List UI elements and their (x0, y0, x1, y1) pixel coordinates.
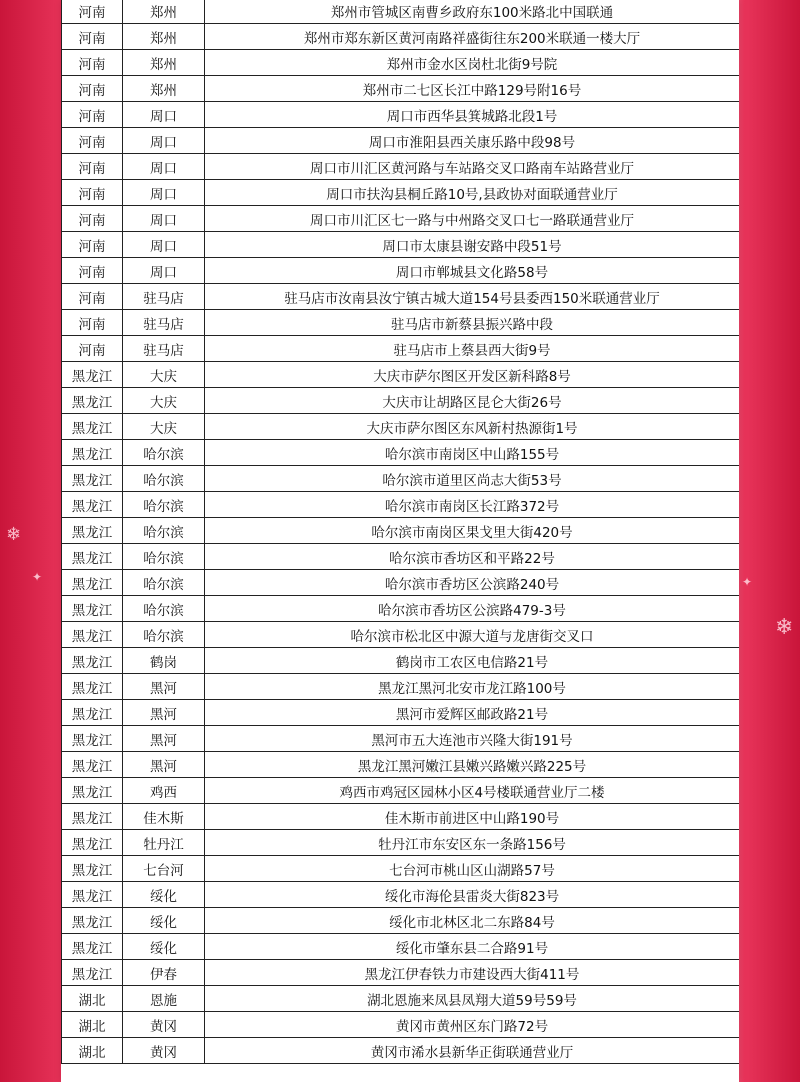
city-cell: 绥化 (123, 908, 205, 934)
city-cell: 黑河 (123, 674, 205, 700)
city-cell: 佳木斯 (123, 804, 205, 830)
table-row (62, 414, 740, 440)
address-cell: 牡丹江市东安区东一条路156号 (205, 830, 740, 856)
table-row (62, 310, 740, 336)
address-cell: 驻马店市上蔡县西大街9号 (205, 336, 740, 362)
city-cell: 伊春 (123, 960, 205, 986)
table-row (62, 648, 740, 674)
table-row (62, 596, 740, 622)
address-cell: 驻马店市汝南县汝宁镇古城大道154号县委西150米联通营业厅 (205, 284, 740, 310)
city-cell: 哈尔滨 (123, 622, 205, 648)
city-cell: 绥化 (123, 934, 205, 960)
province-cell: 河南 (62, 76, 123, 102)
address-cell: 大庆市萨尔图区东风新村热源街1号 (205, 414, 740, 440)
table-row (62, 24, 740, 50)
province-cell: 河南 (62, 284, 123, 310)
table-row (62, 50, 740, 76)
table-row (62, 830, 740, 856)
table-row (62, 128, 740, 154)
province-cell: 河南 (62, 180, 123, 206)
address-cell: 黑河市爱辉区邮政路21号 (205, 700, 740, 726)
table-row (62, 76, 740, 102)
city-cell: 大庆 (123, 414, 205, 440)
province-cell: 河南 (62, 24, 123, 50)
province-cell: 河南 (62, 154, 123, 180)
table-row (62, 622, 740, 648)
city-cell: 周口 (123, 102, 205, 128)
province-cell: 黑龙江 (62, 674, 123, 700)
address-cell: 黑河市五大连池市兴隆大街191号 (205, 726, 740, 752)
province-cell: 河南 (62, 0, 123, 24)
address-cell: 哈尔滨市道里区尚志大街53号 (205, 466, 740, 492)
city-cell: 绥化 (123, 882, 205, 908)
city-cell: 周口 (123, 180, 205, 206)
city-cell: 驻马店 (123, 284, 205, 310)
address-cell: 黄冈市黄州区东门路72号 (205, 1012, 740, 1038)
province-cell: 湖北 (62, 1038, 123, 1064)
address-cell: 鸡西市鸡冠区园林小区4号楼联通营业厅二楼 (205, 778, 740, 804)
city-cell: 郑州 (123, 24, 205, 50)
table-row (62, 1038, 740, 1064)
city-cell: 郑州 (123, 76, 205, 102)
address-cell: 郑州市二七区长江中路129号附16号 (205, 76, 740, 102)
city-cell: 大庆 (123, 362, 205, 388)
address-cell: 哈尔滨市南岗区果戈里大街420号 (205, 518, 740, 544)
address-cell: 周口市淮阳县西关康乐路中段98号 (205, 128, 740, 154)
table-row (62, 986, 740, 1012)
address-cell: 周口市西华县箕城路北段1号 (205, 102, 740, 128)
table-row (62, 726, 740, 752)
province-cell: 黑龙江 (62, 804, 123, 830)
province-cell: 黑龙江 (62, 518, 123, 544)
address-cell: 周口市川汇区黄河路与车站路交叉口路南车站路营业厅 (205, 154, 740, 180)
province-cell: 河南 (62, 206, 123, 232)
city-cell: 周口 (123, 206, 205, 232)
province-cell: 黑龙江 (62, 648, 123, 674)
snowflake-icon: ❄ (6, 524, 22, 545)
province-cell: 黑龙江 (62, 934, 123, 960)
province-cell: 黑龙江 (62, 882, 123, 908)
province-cell: 河南 (62, 336, 123, 362)
city-cell: 大庆 (123, 388, 205, 414)
table-row (62, 466, 740, 492)
city-cell: 恩施 (123, 986, 205, 1012)
address-cell: 哈尔滨市松北区中源大道与龙唐街交叉口 (205, 622, 740, 648)
address-cell: 绥化市海伦县雷炎大街823号 (205, 882, 740, 908)
city-cell: 牡丹江 (123, 830, 205, 856)
table-row (62, 492, 740, 518)
province-cell: 黑龙江 (62, 830, 123, 856)
province-cell: 黑龙江 (62, 544, 123, 570)
table-row (62, 206, 740, 232)
city-cell: 哈尔滨 (123, 466, 205, 492)
province-cell: 河南 (62, 258, 123, 284)
province-cell: 黑龙江 (62, 388, 123, 414)
province-cell: 黑龙江 (62, 492, 123, 518)
address-cell: 驻马店市新蔡县振兴路中段 (205, 310, 740, 336)
address-cell: 郑州市管城区南曹乡政府东100米路北中国联通 (205, 0, 740, 24)
city-cell: 黄冈 (123, 1038, 205, 1064)
address-cell: 哈尔滨市南岗区中山路155号 (205, 440, 740, 466)
city-cell: 黑河 (123, 726, 205, 752)
snowflake-icon: ✦ (742, 575, 753, 589)
address-cell: 七台河市桃山区山湖路57号 (205, 856, 740, 882)
city-cell: 驻马店 (123, 310, 205, 336)
province-cell: 黑龙江 (62, 908, 123, 934)
city-cell: 哈尔滨 (123, 518, 205, 544)
address-cell: 鹤岗市工农区电信路21号 (205, 648, 740, 674)
address-cell: 绥化市北林区北二东路84号 (205, 908, 740, 934)
address-cell: 哈尔滨市香坊区和平路22号 (205, 544, 740, 570)
address-table-sheet (61, 0, 739, 1082)
table-row (62, 544, 740, 570)
table-row (62, 0, 740, 24)
province-cell: 黑龙江 (62, 466, 123, 492)
address-cell: 黑龙江伊春铁力市建设西大街411号 (205, 960, 740, 986)
province-cell: 湖北 (62, 1012, 123, 1038)
address-cell: 佳木斯市前进区中山路190号 (205, 804, 740, 830)
store-address-table (61, 0, 739, 1064)
city-cell: 黑河 (123, 752, 205, 778)
address-cell: 周口市郸城县文化路58号 (205, 258, 740, 284)
city-cell: 哈尔滨 (123, 440, 205, 466)
province-cell: 黑龙江 (62, 960, 123, 986)
table-row (62, 362, 740, 388)
city-cell: 哈尔滨 (123, 544, 205, 570)
table-row (62, 934, 740, 960)
province-cell: 黑龙江 (62, 778, 123, 804)
province-cell: 黑龙江 (62, 726, 123, 752)
province-cell: 黑龙江 (62, 570, 123, 596)
table-row (62, 336, 740, 362)
city-cell: 七台河 (123, 856, 205, 882)
table-row (62, 258, 740, 284)
province-cell: 黑龙江 (62, 622, 123, 648)
table-row (62, 388, 740, 414)
table-row (62, 232, 740, 258)
city-cell: 周口 (123, 258, 205, 284)
province-cell: 河南 (62, 102, 123, 128)
province-cell: 黑龙江 (62, 362, 123, 388)
city-cell: 哈尔滨 (123, 596, 205, 622)
table-row (62, 778, 740, 804)
city-cell: 哈尔滨 (123, 492, 205, 518)
table-body (62, 0, 740, 1064)
city-cell: 郑州 (123, 0, 205, 24)
address-cell: 周口市扶沟县桐丘路10号,县政协对面联通营业厅 (205, 180, 740, 206)
city-cell: 郑州 (123, 50, 205, 76)
table-row (62, 154, 740, 180)
province-cell: 河南 (62, 310, 123, 336)
province-cell: 黑龙江 (62, 440, 123, 466)
table-row (62, 908, 740, 934)
address-cell: 黄冈市浠水县新华正街联通营业厅 (205, 1038, 740, 1064)
snowflake-icon: ✦ (32, 570, 43, 584)
address-cell: 哈尔滨市南岗区长江路372号 (205, 492, 740, 518)
snowflake-icon: ❄ (775, 615, 794, 640)
city-cell: 周口 (123, 154, 205, 180)
table-row (62, 856, 740, 882)
city-cell: 鸡西 (123, 778, 205, 804)
city-cell: 哈尔滨 (123, 570, 205, 596)
table-row (62, 440, 740, 466)
province-cell: 黑龙江 (62, 596, 123, 622)
province-cell: 湖北 (62, 986, 123, 1012)
table-row (62, 570, 740, 596)
address-cell: 郑州市金水区岗杜北街9号院 (205, 50, 740, 76)
address-cell: 黑龙江黑河嫩江县嫩兴路嫩兴路225号 (205, 752, 740, 778)
table-row (62, 700, 740, 726)
province-cell: 河南 (62, 128, 123, 154)
table-row (62, 752, 740, 778)
city-cell: 驻马店 (123, 336, 205, 362)
table-row (62, 180, 740, 206)
address-cell: 周口市川汇区七一路与中州路交叉口七一路联通营业厅 (205, 206, 740, 232)
address-cell: 绥化市肇东县二合路91号 (205, 934, 740, 960)
address-cell: 周口市太康县谢安路中段51号 (205, 232, 740, 258)
address-cell: 大庆市让胡路区昆仑大街26号 (205, 388, 740, 414)
address-cell: 大庆市萨尔图区开发区新科路8号 (205, 362, 740, 388)
address-cell: 哈尔滨市香坊区公滨路240号 (205, 570, 740, 596)
table-row (62, 674, 740, 700)
province-cell: 黑龙江 (62, 856, 123, 882)
province-cell: 黑龙江 (62, 414, 123, 440)
table-row (62, 284, 740, 310)
city-cell: 鹤岗 (123, 648, 205, 674)
table-row (62, 882, 740, 908)
table-row (62, 804, 740, 830)
address-cell: 湖北恩施来凤县凤翔大道59号59号 (205, 986, 740, 1012)
province-cell: 黑龙江 (62, 700, 123, 726)
province-cell: 河南 (62, 50, 123, 76)
city-cell: 黄冈 (123, 1012, 205, 1038)
table-row (62, 960, 740, 986)
city-cell: 周口 (123, 128, 205, 154)
city-cell: 黑河 (123, 700, 205, 726)
table-row (62, 518, 740, 544)
table-row (62, 1012, 740, 1038)
province-cell: 河南 (62, 232, 123, 258)
province-cell: 黑龙江 (62, 752, 123, 778)
address-cell: 哈尔滨市香坊区公滨路479-3号 (205, 596, 740, 622)
address-cell: 郑州市郑东新区黄河南路祥盛街往东200米联通一楼大厅 (205, 24, 740, 50)
city-cell: 周口 (123, 232, 205, 258)
table-row (62, 102, 740, 128)
address-cell: 黑龙江黑河北安市龙江路100号 (205, 674, 740, 700)
